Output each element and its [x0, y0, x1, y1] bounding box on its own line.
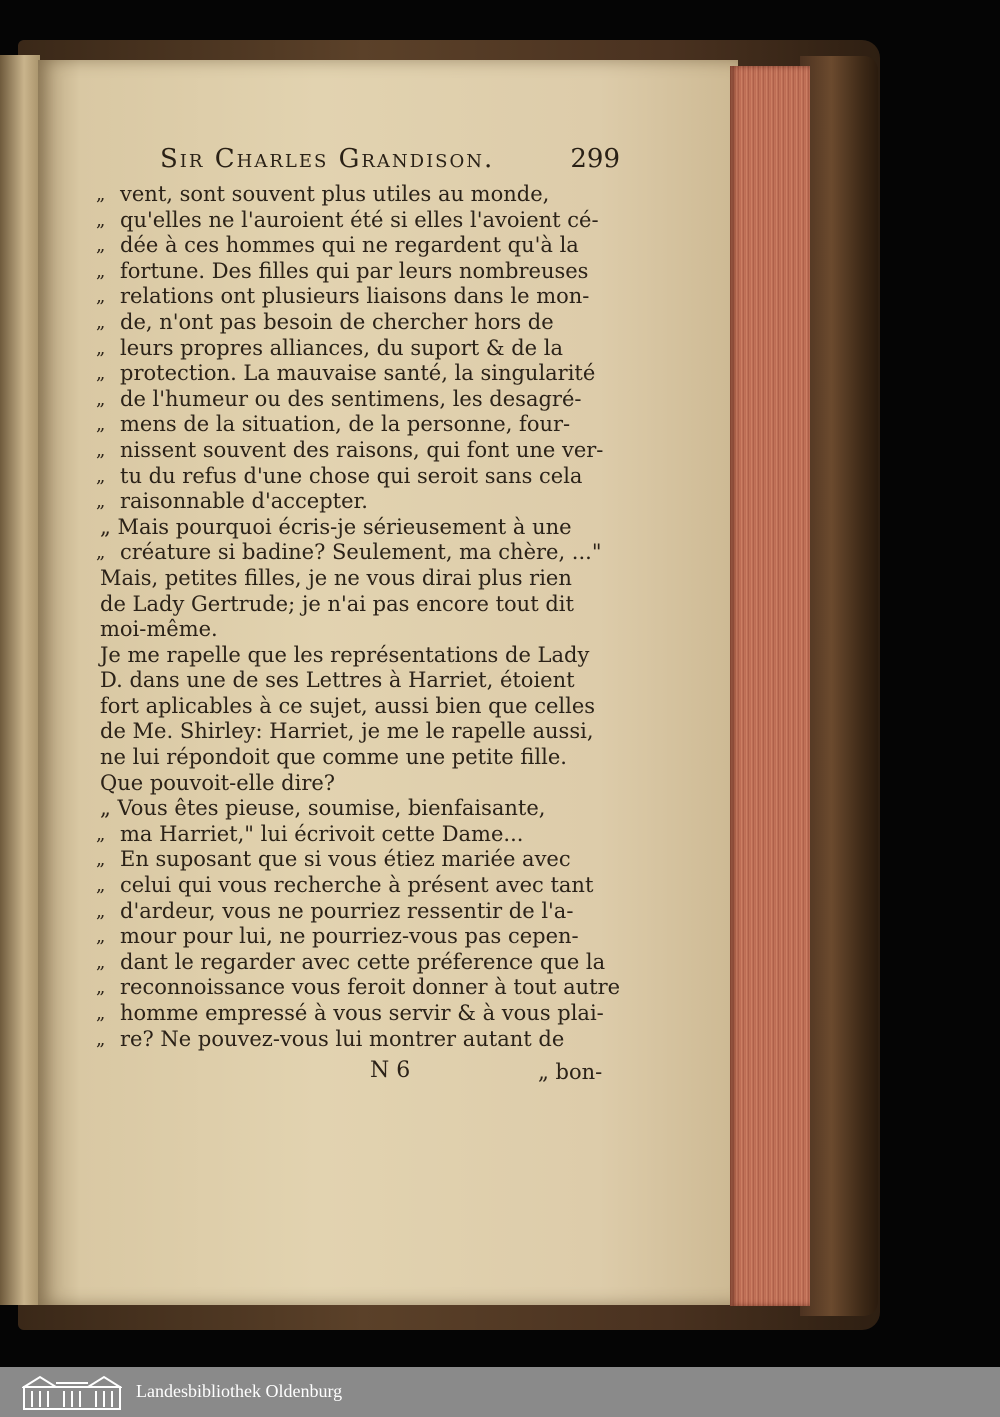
text-line [96, 719, 620, 745]
footer-bar [0, 1367, 1000, 1417]
text-line [96, 361, 620, 387]
text-line [96, 873, 620, 899]
text-line-content: créature si badine? Seulement, ma chère, ..." [120, 540, 602, 565]
text-line [96, 745, 620, 771]
text-line [96, 208, 620, 234]
quote-mark: „ [96, 823, 106, 845]
text-line [96, 771, 620, 797]
text-line [96, 694, 620, 720]
text-line-content: tu du refus d'une chose qui seroit sans cela [120, 463, 583, 488]
quote-mark: „ [96, 311, 106, 333]
quote-mark: „ [96, 849, 106, 871]
text-line-content: d'ardeur, vous ne pourriez ressentir de l'a- [120, 898, 574, 923]
text-line [96, 668, 620, 694]
quote-mark: „ [96, 926, 106, 948]
text-line-content: D. dans une de ses Lettres à Harriet, étoient [100, 668, 575, 693]
quote-mark: „ [96, 388, 106, 410]
quote-mark: „ [96, 235, 106, 257]
quote-mark: „ [96, 260, 106, 282]
facing-page-edge [0, 55, 40, 1305]
text-line [96, 822, 620, 848]
text-line [96, 592, 620, 618]
text-line-content: qu'elles ne l'auroient été si elles l'avoient cé- [120, 207, 599, 232]
text-line-content: fortune. Des filles qui par leurs nombreuses [120, 258, 589, 283]
text-line [96, 464, 620, 490]
text-line [96, 310, 620, 336]
quote-mark: „ [96, 184, 106, 205]
text-line-content: de Me. Shirley: Harriet, je me le rapelle aussi, [100, 719, 594, 744]
quote-mark: „ [96, 900, 106, 922]
text-line-content: fort aplicables à ce sujet, aussi bien que celles [100, 693, 596, 718]
text-line-content: dée à ces hommes qui ne regardent qu'à la [120, 233, 579, 258]
text-line-content: homme empressé à vous servir & à vous plai- [120, 1001, 604, 1025]
text-line [96, 387, 620, 413]
text-line [96, 182, 620, 208]
text-line-content: protection. La mauvaise santé, la singularité [120, 361, 596, 386]
text-line [96, 284, 620, 310]
text-line-content: ne lui répondoit que comme une petite fille. [100, 745, 567, 770]
text-line-content: reconnoissance vous feroit donner à tout autre [120, 975, 621, 1000]
text-line [96, 1001, 620, 1027]
running-title: Sir Charles Grandison. [160, 144, 495, 174]
text-line-content: vent, sont souvent plus utiles au monde, [120, 182, 550, 206]
text-line [96, 950, 620, 976]
text-line-content: de, n'ont pas besoin de chercher hors de [120, 309, 554, 334]
text-line [96, 438, 620, 464]
quote-mark: „ [96, 439, 106, 461]
text-line-content: „ Mais pourquoi écris-je sérieusement à une [100, 514, 572, 539]
quote-mark: „ [96, 1028, 106, 1050]
text-line-content: Que pouvoit-elle dire? [100, 770, 336, 795]
text-line-content: relations ont plusieurs liaisons dans le mon- [120, 284, 590, 309]
catchword: „ bon- [538, 1060, 603, 1084]
text-line-content: celui qui vous recherche à présent avec tant [120, 873, 594, 898]
text-line-content: mour pour lui, ne pourriez-vous pas cepen- [120, 924, 579, 949]
text-line-content: leurs propres alliances, du suport & de la [120, 335, 564, 360]
text-line [96, 336, 620, 362]
quote-mark: „ [96, 337, 106, 359]
text-line-content: de l'humeur ou des sentimens, les desagré- [120, 386, 582, 411]
page-header [160, 140, 620, 180]
text-line [96, 233, 620, 259]
text-line-content: de Lady Gertrude; je n'ai pas encore tout dit [100, 591, 574, 616]
text-line [96, 899, 620, 925]
text-line [96, 847, 620, 873]
signature-mark: N 6 [370, 1058, 411, 1083]
book-spine-edge [800, 56, 878, 1316]
text-line-content: raisonnable d'accepter. [120, 489, 368, 514]
text-line-content: dant le regarder avec cette préference que la [120, 949, 606, 974]
quote-mark: „ [96, 414, 106, 436]
library-name: Landesbibliothek Oldenburg [136, 1381, 343, 1401]
quote-mark: „ [96, 1003, 106, 1024]
text-line [96, 489, 620, 515]
text-line [96, 566, 620, 592]
text-line-content: mens de la situation, de la personne, four- [120, 412, 571, 437]
text-line [96, 412, 620, 438]
text-line [96, 796, 620, 822]
text-line-content: re? Ne pouvez-vous lui montrer autant de [120, 1026, 565, 1051]
library-building-icon [22, 1373, 122, 1411]
text-line-content: Je me rapelle que les représentations de Lady [100, 642, 590, 667]
text-line-content: Mais, petites filles, je ne vous dirai plus rien [100, 565, 572, 590]
quote-mark: „ [96, 363, 106, 385]
text-line [96, 975, 620, 1001]
page-number: 299 [570, 144, 620, 174]
quote-mark: „ [96, 951, 106, 973]
quote-mark: „ [96, 542, 106, 564]
quote-mark: „ [96, 209, 106, 231]
text-line [96, 540, 620, 566]
quote-mark: „ [96, 977, 106, 999]
text-line [96, 1027, 620, 1053]
text-line [96, 643, 620, 669]
text-line [96, 259, 620, 285]
quote-mark: „ [96, 875, 106, 897]
text-line [96, 924, 620, 950]
text-line-content: ma Harriet," lui écrivoit cette Dame... [120, 821, 524, 846]
text-line-content: „ Vous êtes pieuse, soumise, bienfaisante, [100, 796, 546, 821]
quote-mark: „ [96, 491, 106, 513]
quote-mark: „ [96, 286, 106, 308]
page-edges [730, 66, 810, 1306]
quote-mark: „ [96, 465, 106, 487]
text-line [96, 617, 620, 643]
text-line [96, 515, 620, 541]
text-line-content: moi-même. [100, 617, 218, 642]
text-line-content: En suposant que si vous étiez mariée avec [120, 847, 571, 872]
page-body-text [96, 182, 620, 1052]
text-line-content: nissent souvent des raisons, qui font une ver- [120, 437, 604, 462]
